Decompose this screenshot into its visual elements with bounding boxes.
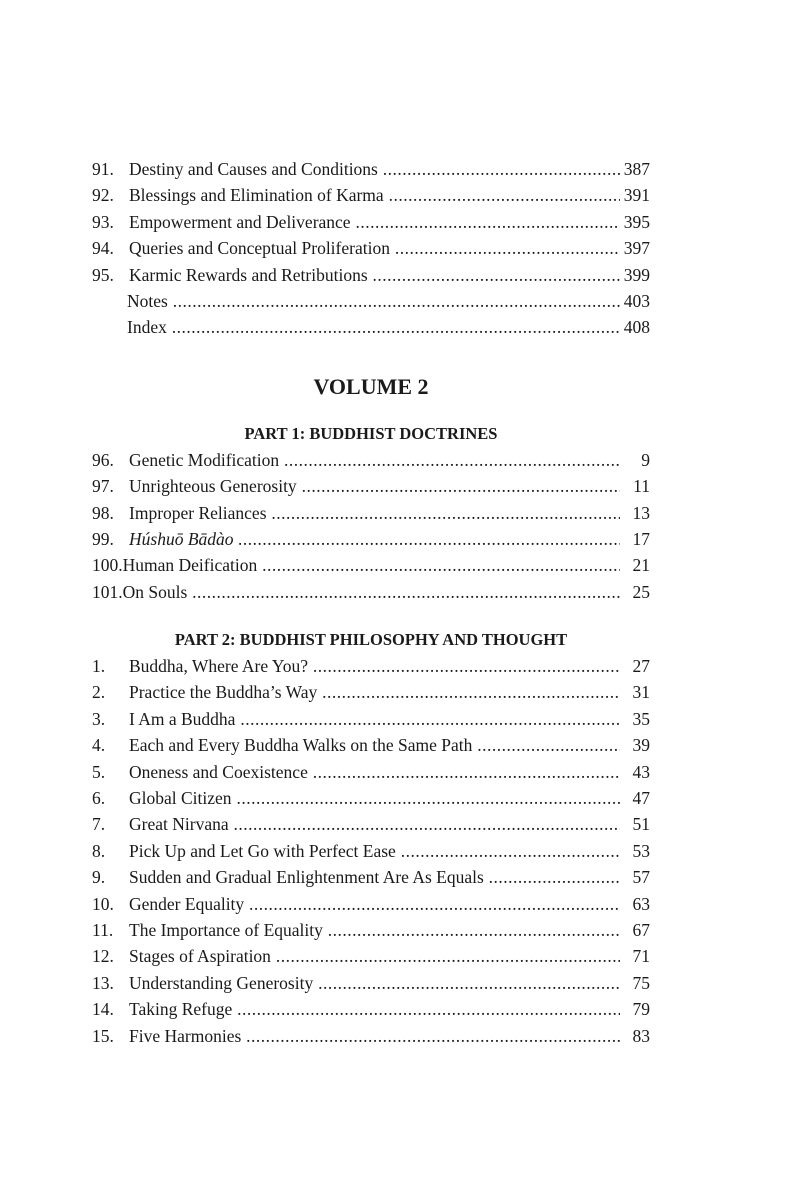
entry-title: Queries and Conceptual Proliferation ..... (129, 235, 620, 261)
entry-page: 43 (632, 761, 650, 782)
entry-number: 99. (92, 528, 114, 549)
entry-title: Human Deification ..... (123, 552, 620, 578)
toc-entry-notes (92, 288, 650, 314)
entry-number: 15. (92, 1025, 114, 1046)
toc-entry (92, 917, 650, 943)
toc-entry (92, 785, 650, 811)
entry-number: 95. (92, 264, 114, 285)
toc-part1-list (92, 447, 650, 605)
toc-entry (92, 679, 650, 705)
toc-entry (92, 447, 650, 473)
entry-page: 71 (632, 946, 650, 967)
entry-number: 4. (92, 735, 106, 756)
entry-title: Genetic Modification ..... (129, 447, 620, 473)
entry-number: 12. (92, 946, 114, 967)
entry-page: 11 (633, 476, 650, 497)
entry-number: 96. (92, 449, 114, 470)
entry-title: Unrighteous Generosity ..... (129, 473, 620, 499)
entry-page: 57 (632, 867, 650, 888)
toc-entry (92, 943, 650, 969)
toc-entry (92, 209, 650, 235)
toc-entry (92, 838, 650, 864)
toc-entry (92, 156, 650, 182)
toc-entry (92, 526, 650, 552)
toc-entry (92, 891, 650, 917)
entry-title: Global Citizen ..... (129, 785, 620, 811)
entry-title: Destiny and Causes and Conditions ..... (129, 156, 620, 182)
toc-part2-list (92, 653, 650, 1049)
toc-entry (92, 996, 650, 1022)
entry-title: Taking Refuge ..... (129, 996, 620, 1022)
entry-number: 3. (92, 708, 106, 729)
entry-number: 5. (92, 761, 106, 782)
toc-entry (92, 1023, 650, 1049)
entry-number: 7. (92, 814, 106, 835)
entry-title: Pick Up and Let Go with Perfect Ease ..... (129, 838, 620, 864)
entry-title: Stages of Aspiration ..... (129, 943, 620, 969)
entry-number: 101. (92, 581, 123, 602)
entry-title: Index ..... (127, 314, 620, 340)
toc-entry (92, 653, 650, 679)
entry-number: 100. (92, 555, 123, 576)
entry-title: Buddha, Where Are You? ..... (129, 653, 620, 679)
entry-number: 9. (92, 867, 106, 888)
entry-title: Notes ..... (127, 288, 620, 314)
entry-number: 1. (92, 656, 106, 677)
toc-entry (92, 759, 650, 785)
entry-page: 79 (632, 999, 650, 1020)
entry-page: 35 (632, 708, 650, 729)
entry-title: Five Harmonies ..... (129, 1023, 620, 1049)
entry-page: 63 (632, 893, 650, 914)
toc-entry (92, 552, 650, 578)
entry-number: 94. (92, 238, 114, 259)
entry-page: 25 (632, 581, 650, 602)
toc-entry (92, 262, 650, 288)
entry-page: 9 (641, 449, 650, 470)
entry-number: 11. (92, 919, 114, 940)
entry-page: 39 (632, 735, 650, 756)
toc-entry (92, 182, 650, 208)
toc-entry (92, 473, 650, 499)
toc-entry (92, 811, 650, 837)
entry-number: 97. (92, 476, 114, 497)
entry-page: 395 (623, 211, 650, 232)
entry-page: 67 (632, 919, 650, 940)
entry-number: 92. (92, 185, 114, 206)
entry-page: 21 (632, 555, 650, 576)
entry-page: 83 (632, 1025, 650, 1046)
entry-title: Empowerment and Deliverance ..... (129, 209, 620, 235)
entry-number: 8. (92, 840, 106, 861)
entry-title: Each and Every Buddha Walks on the Same Path ..... (129, 732, 620, 758)
entry-title: Practice the Buddha’s Way ..... (129, 679, 620, 705)
entry-page: 27 (632, 656, 650, 677)
entry-page: 399 (623, 264, 650, 285)
toc-entry (92, 864, 650, 890)
toc-entry-index (92, 314, 650, 340)
entry-page: 53 (632, 840, 650, 861)
toc-entry (92, 706, 650, 732)
entry-number: 2. (92, 682, 106, 703)
entry-page: 391 (623, 185, 650, 206)
entry-number: 91. (92, 159, 114, 179)
entry-title: Sudden and Gradual Enlightenment Are As Equals ..... (129, 864, 620, 890)
entry-number: 10. (92, 893, 114, 914)
entry-page: 403 (623, 290, 650, 311)
entry-title: Gender Equality ..... (129, 891, 620, 917)
toc-entry (92, 500, 650, 526)
toc-entry (92, 579, 650, 605)
entry-title: Understanding Generosity ..... (129, 970, 620, 996)
entry-number: 13. (92, 972, 114, 993)
entry-number: 98. (92, 502, 114, 523)
entry-page: 17 (632, 528, 650, 549)
toc-entry (92, 732, 650, 758)
entry-page: 31 (632, 682, 650, 703)
entry-title: I Am a Buddha ..... (129, 706, 620, 732)
entry-title: Oneness and Coexistence ..... (129, 759, 620, 785)
toc-entry (92, 970, 650, 996)
entry-number: 93. (92, 211, 114, 232)
entry-title: Great Nirvana ..... (129, 811, 620, 837)
entry-page: 75 (632, 972, 650, 993)
entry-page: 51 (632, 814, 650, 835)
entry-page: 397 (623, 238, 650, 259)
entry-title: Karmic Rewards and Retributions ..... (129, 262, 620, 288)
entry-title: Húshuō Bādào ..... (129, 526, 620, 552)
toc-continued-list (92, 156, 650, 341)
part-heading: PART 1: BUDDHIST DOCTRINES (244, 423, 498, 443)
entry-number: 14. (92, 999, 114, 1020)
entry-title: On Souls ..... (123, 579, 620, 605)
toc-page (92, 156, 650, 1049)
entry-page: 47 (632, 788, 650, 809)
entry-page: 408 (623, 317, 650, 338)
entry-title: Improper Reliances ..... (129, 500, 620, 526)
entry-number: 6. (92, 788, 106, 809)
entry-page: 387 (623, 159, 650, 179)
part-heading: PART 2: BUDDHIST PHILOSOPHY AND THOUGHT (174, 630, 568, 650)
entry-page: 13 (632, 502, 650, 523)
volume-heading: VOLUME 2 (313, 373, 429, 399)
toc-entry (92, 235, 650, 261)
entry-title: The Importance of Equality ..... (129, 917, 620, 943)
entry-title: Blessings and Elimination of Karma ..... (129, 182, 620, 208)
